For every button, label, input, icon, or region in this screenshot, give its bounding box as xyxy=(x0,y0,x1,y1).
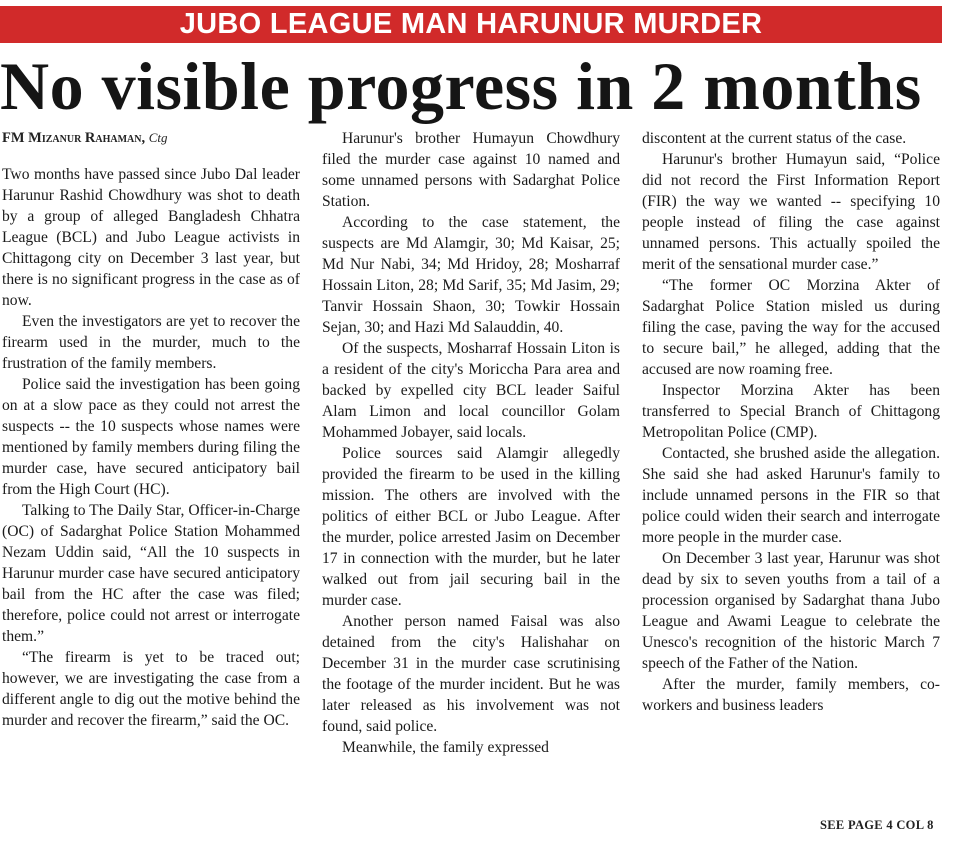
byline xyxy=(2,128,320,148)
paragraph: Talking to The Daily Star, Officer-in-Charge (OC) of Sadarghat Police Station Mohammed Nezam Uddin said, “All the 10 suspects in Harunur murder case have secured anticipatory bail from the HC after the case was filed; therefore, police could not arrest or interrogate them.” xyxy=(2,502,300,645)
paragraph: According to the case statement, the suspects are Md Alamgir, 30; Md Kaisar, 25; Md Nur Nabi, 34; Md Hridoy, 28; Mosharraf Hossain Liton, 28; Md Sarif, 35; Md Jasim, 29; Tanvir Hossain Shaon, 30; Towkir Hossain Sejan, 30; and Hazi Md Salauddin, 40. xyxy=(322,214,620,336)
paragraph: “The former OC Morzina Akter of Sadarghat Police Station misled us during filing the case, paving the way for the accused to secure bail,” he alleged, adding that the accused are now roaming free. xyxy=(642,277,940,378)
paragraph: Two months have passed since Jubo Dal leader Harunur Rashid Chowdhury was shot to death by a group of alleged Bangladesh Chhatra League (BCL) and Jubo League activists in Chittagong city on December 3 last year, but there is no significant progress in the case as of now. xyxy=(2,166,300,309)
paragraph: Police said the investigation has been going on at a slow pace as they could not arrest the suspects -- the 10 suspects whose names were mentioned by family members during filing the murder case, have secured anticipatory bail from the High Court (HC). xyxy=(2,376,300,498)
article-column-2 xyxy=(322,128,620,758)
paragraph: discontent at the current status of the case. xyxy=(642,130,907,147)
paragraph: On December 3 last year, Harunur was shot dead by six to seven youths from a tail of a procession organised by Sadarghat thana Jubo League and Awami League to celebrate the Unesco's recognition of the historic March 7 speech of the Father of the Nation. xyxy=(642,550,940,672)
paragraph: Of the suspects, Mosharraf Hossain Liton is a resident of the city's Moriccha Para area and backed by expelled city BCL leader Saiful Alam Limon and local councillor Golam Mohammed Jobayer, said locals. xyxy=(322,340,620,441)
paragraph: After the murder, family members, co-workers and business leaders xyxy=(642,676,940,714)
article-column-1 xyxy=(2,164,300,731)
paragraph: Police sources said Alamgir allegedly provided the firearm to be used in the killing mission. The others are involved with the politics of either BCL or Jubo League. After the murder, police arrested Jasim on December 17 in connection with the murder, but he later walked out from jail securing bail in the murder case. xyxy=(322,445,620,609)
continuation-jump-line: SEE PAGE 4 COL 8 xyxy=(820,818,934,832)
paragraph: Harunur's brother Humayun Chowdhury filed the murder case against 10 named and some unnamed persons with Sadarghat Police Station. xyxy=(322,130,620,210)
article-column-3 xyxy=(642,128,940,716)
paragraph: Inspector Morzina Akter has been transferred to Special Branch of Chittagong Metropolitan Police (CMP). xyxy=(642,382,940,441)
paragraph: “The firearm is yet to be traced out; however, we are investigating the case from a different angle to dig out the motive behind the murder and recover the firearm,” said the OC. xyxy=(2,649,300,729)
paragraph: Meanwhile, the family expressed xyxy=(342,739,549,756)
byline-location: Ctg xyxy=(148,130,168,145)
paragraph: Another person named Faisal was also detained from the city's Halishahar on December 31 in the murder case scrutinising the footage of the murder incident. But he was later released as his involvement was not found, said police. xyxy=(322,613,620,735)
paragraph: Contacted, she brushed aside the allegation. She said she had asked Harunur's family to include unnamed persons in the FIR so that police could widen their search and interrogate more people in the murder case. xyxy=(642,445,940,546)
paragraph: Harunur's brother Humayun said, “Police did not record the First Information Report (FIR) the way we wanted -- specifying 10 people instead of filing the case against unnamed persons. This actually spoiled the merit of the sensational murder case.” xyxy=(642,151,940,273)
kicker-banner: JUBO LEAGUE MAN HARUNUR MURDER xyxy=(0,6,942,43)
byline-author: FM Mizanur Rahaman, xyxy=(2,130,146,146)
headline: No visible progress in 2 months xyxy=(0,48,922,124)
paragraph: Even the investigators are yet to recover the firearm used in the murder, much to the frustration of the family members. xyxy=(2,313,300,372)
